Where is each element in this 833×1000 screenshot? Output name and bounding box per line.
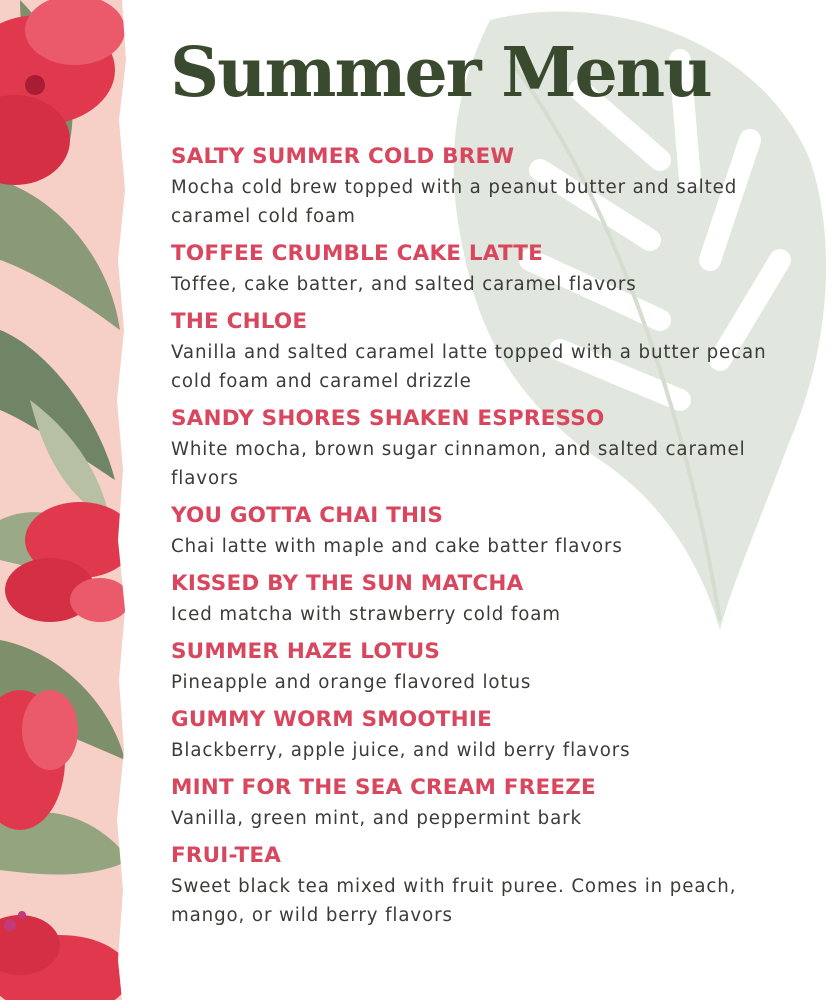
menu-list [171, 141, 811, 937]
item-description: Iced matcha with strawberry cold foam [171, 604, 561, 625]
item-description: Blackberry, apple juice, and wild berry flavors [171, 740, 631, 761]
menu-item [171, 840, 811, 930]
hibiscus-floral-border [0, 0, 132, 1000]
menu-item [171, 141, 811, 231]
item-name: THE CHLOE [171, 309, 308, 334]
menu-item [171, 568, 811, 629]
item-description: Sweet black tea mixed with fruit puree. Comes in peach, mango, or wild berry flavors [171, 876, 737, 926]
menu-item [171, 238, 811, 299]
menu-item [171, 704, 811, 765]
item-name: TOFFEE CRUMBLE CAKE LATTE [171, 241, 544, 266]
item-description: Vanilla and salted caramel latte topped with a butter pecan cold foam and caramel drizzle [171, 342, 767, 392]
item-description: Vanilla, green mint, and peppermint bark [171, 808, 582, 829]
menu-title: Summer Menu [170, 33, 711, 113]
item-description: Toffee, cake batter, and salted caramel flavors [171, 274, 637, 295]
item-name: SANDY SHORES SHAKEN ESPRESSO [171, 406, 605, 431]
menu-item [171, 306, 811, 396]
menu-item [171, 772, 811, 833]
item-name: GUMMY WORM SMOOTHIE [171, 707, 492, 732]
item-name: YOU GOTTA CHAI THIS [171, 503, 444, 528]
item-name: FRUI-TEA [171, 843, 282, 868]
item-name: MINT FOR THE SEA CREAM FREEZE [171, 775, 596, 800]
item-description: Chai latte with maple and cake batter flavors [171, 536, 623, 557]
item-description: Pineapple and orange flavored lotus [171, 672, 532, 693]
menu-item [171, 500, 811, 561]
item-description: White mocha, brown sugar cinnamon, and salted caramel flavors [171, 439, 746, 489]
menu-item [171, 403, 811, 493]
item-name: SALTY SUMMER COLD BREW [171, 144, 515, 169]
menu-item [171, 636, 811, 697]
item-name: KISSED BY THE SUN MATCHA [171, 571, 524, 596]
hibiscus-illustration [0, 0, 132, 1000]
item-description: Mocha cold brew topped with a peanut butter and salted caramel cold foam [171, 177, 738, 227]
item-name: SUMMER HAZE LOTUS [171, 639, 441, 664]
